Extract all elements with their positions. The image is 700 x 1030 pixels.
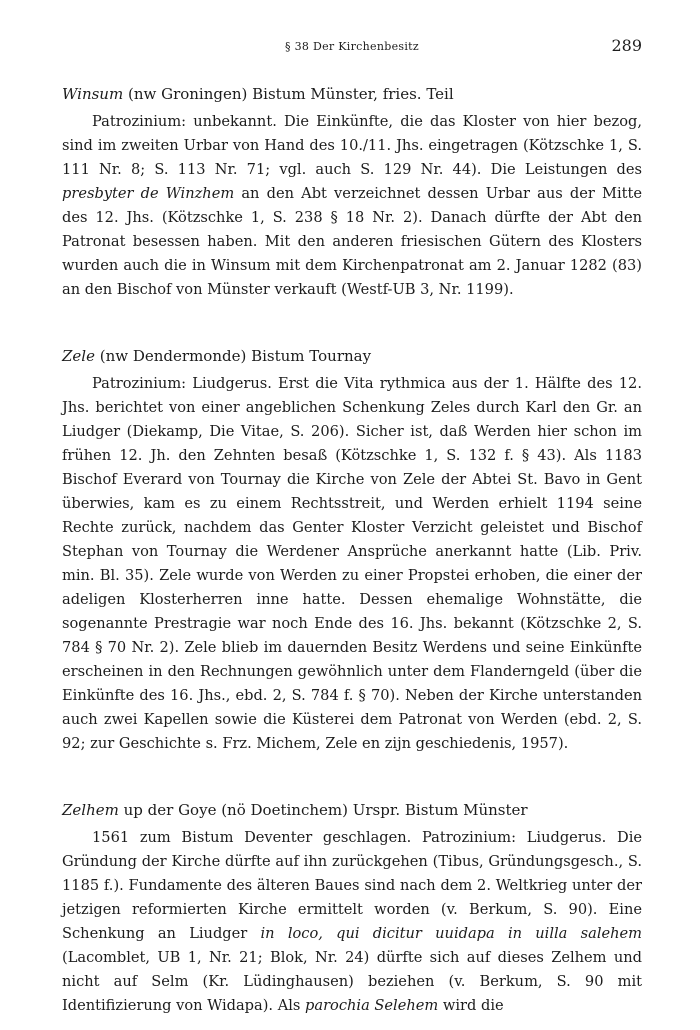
running-head-title: § 38 Der Kirchenbesitz [285,40,419,53]
text-run: wird die [438,997,504,1014]
italic-text-run: in loco, qui dicitur uuidapa in uilla salehem [260,925,642,942]
entry-place-name: Zele [62,347,95,365]
entry-heading-winsum [62,82,642,106]
page-number: 289 [611,36,642,55]
italic-text-run: parochia Selehem [305,997,439,1014]
entry-heading-zelhem [62,798,642,822]
entry-paragraph-zelhem [62,826,642,1018]
entry-heading-detail: (nw Groningen) Bistum Münster, fries. Teil [123,85,454,103]
text-run: 1561 zum Bistum Deventer geschlagen. Patrozinium: Liudgerus. Die Gründung der Kirche dürfte auf ihn zurückgehen (Tibus, Gründungsgesch., S. 1185 f.). Fundamente des älteren Baues sind nach dem 2. Weltkrieg unter der jetzigen reformierten Kirche ermittelt worden (v. Berkum, S. 90). Eine Schenkung an Liudger [62,829,642,942]
entry-place-name: Zelhem [62,801,119,819]
entry-paragraph-zele [62,372,642,756]
text-run: an den Abt verzeichnet dessen Urbar aus der Mitte des 12. Jhs. (Kötzschke 1, S. 238 § 18 Nr. 2). Danach dürfte der Abt den Patronat besessen haben. Mit den anderen friesischen Gütern des Klosters wurden auch die in Winsum mit dem Kirchenpatronat am 2. Januar 1282 (83) an den Bischof von Münster verkauft (Westf-UB 3, Nr. 1199). [62,185,642,298]
running-head [62,36,642,62]
text-run: Patrozinium: unbekannt. Die Einkünfte, die das Kloster von hier bezog, sind im zweiten Urbar von Hand des 10./11. Jhs. eingetragen (Kötzschke 1, S. 111 Nr. 8; S. 113 Nr. 71; vgl. auch S. 129 Nr. 44). Die Leistungen des [62,113,642,178]
text-run: Patrozinium: Liudgerus. Erst die Vita rythmica aus der 1. Hälfte des 12. Jhs. berichtet von einer angeblichen Schenkung Zeles durch Karl den Gr. an Liudger (Diekamp, Die Vitae, S. 206). Sicher ist, daß Werden hier schon im frühen 12. Jh. den Zehnten besaß (Kötzschke 1, S. 132 f. § 43). Als 1183 Bischof Everard von Tournay die Kirche von Zele der Abtei St. Bavo in Gent überwies, kam es zu einem Rechtsstreit, und Werden erhielt 1194 seine Rechte zurück, nachdem das Genter Kloster Verzicht geleistet und Bischof Stephan von Tournay die Werdener Ansprüche anerkannt hatte (Lib. Priv. min. Bl. 35). Zele wurde von Werden zu einer Propstei erhoben, die einer der adeligen Klosterherren inne hatte. Dessen ehemalige Wohnstätte, die sogenannte Prestragie war noch Ende des 16. Jhs. bekannt (Kötzschke 2, S. 784 § 70 Nr. 2). Zele blieb im dauernden Besitz Werdens und seine Einkünfte erscheinen in den Rechnungen gewöhnlich unter dem Flanderngeld (über die Einkünfte des 16. Jhs., ebd. 2, S. 784 f. § 70). Neben der Kirche unterstanden auch zwei Kapellen sowie die Küsterei dem Patronat von Werden (ebd. 2, S. 92; zur Geschichte s. Frz. Michem, Zele en zijn geschiedenis, 1957). [62,375,642,752]
entry-heading-detail: (nw Dendermonde) Bistum Tournay [94,347,372,365]
italic-text-run: presbyter de Winzhem [62,185,235,202]
text-run: (Lacomblet, UB 1, Nr. 21; Blok, Nr. 24) dürfte sich auf dieses Zelhem und nicht auf Selm (Kr. Lüdinghausen) beziehen (v. Berkum, S. 90 mit Identifizierung von Widapa). Als [62,949,642,1014]
entry-heading-zele [62,344,642,368]
entry-place-name: Winsum [62,85,124,103]
entry-paragraph-winsum [62,110,642,302]
entry-heading-detail: up der Goye (nö Doetinchem) Urspr. Bistum Münster [118,801,528,819]
